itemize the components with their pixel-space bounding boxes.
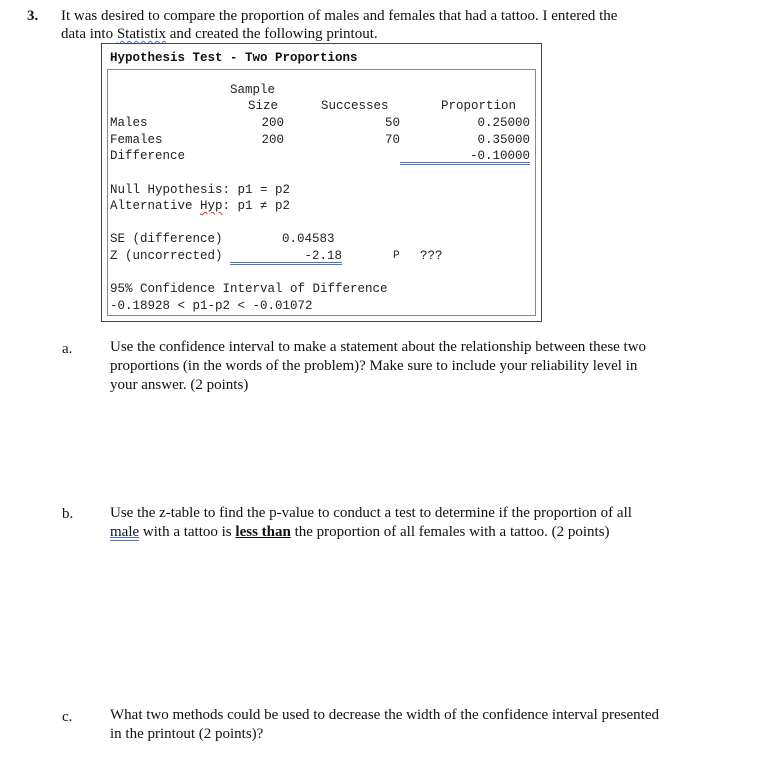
part-a-line-3: your answer. (2 points) (110, 377, 249, 393)
part-b-emphasis-less-than: less than (235, 524, 291, 540)
header-sample: Sample (230, 83, 276, 97)
part-b-emphasis-male: male (110, 524, 140, 540)
alt-hyp-word: Hyp (200, 199, 223, 213)
question-text-suffix: and created the following printout. (166, 26, 378, 42)
row-size-males: 200 (261, 116, 284, 130)
part-c-line-2: in the printout (2 points)? (110, 726, 264, 742)
z-label: Z (uncorrected) (110, 249, 223, 263)
part-c-line-1: What two methods could be used to decrease the width of the confidence interval presented (110, 707, 659, 723)
part-b-text-mid: with a tattoo is (139, 524, 236, 540)
part-b-text-end: the proportion of all females with a tattoo. (2 points) (290, 524, 610, 540)
statistix-printout (101, 43, 542, 322)
part-a-line-1: Use the confidence interval to make a statement about the relationship between these two (110, 339, 647, 355)
part-b-line-2 (110, 523, 610, 542)
ci-value: -0.18928 < p1-p2 < -0.01072 (110, 299, 313, 313)
row-size-females: 200 (261, 133, 284, 147)
software-name: Statistix (116, 26, 167, 42)
p-value: ??? (420, 249, 443, 263)
header-successes: Successes (321, 99, 389, 113)
se-label: SE (difference) (110, 232, 223, 246)
question-number: 3. (27, 8, 39, 24)
row-label-females: Females (110, 133, 163, 147)
question-text-line-2 (61, 25, 378, 44)
row-successes-males: 50 (384, 116, 400, 130)
ci-title: 95% Confidence Interval of Difference (110, 282, 388, 296)
p-label: P (393, 250, 400, 262)
alternative-hypothesis (110, 198, 290, 214)
row-proportion-difference: -0.10000 (469, 149, 530, 163)
part-c-letter: c. (62, 709, 73, 725)
part-b-letter: b. (62, 506, 74, 522)
row-successes-females: 70 (384, 133, 400, 147)
part-a-line-2: proportions (in the words of the problem)? Make sure to include your reliability level in (110, 358, 638, 374)
part-b-line-1: Use the z-table to find the p-value to conduct a test to determine if the proportion of all (110, 505, 632, 521)
printout-title: Hypothesis Test - Two Proportions (110, 51, 358, 65)
alt-hyp-prefix: Alternative (110, 199, 201, 213)
part-a-letter: a. (62, 341, 73, 357)
question-text-prefix: data into (61, 26, 117, 42)
question-text-line-1: It was desired to compare the proportion of males and females that had a tattoo. I entered the (61, 8, 618, 24)
row-proportion-males: 0.25000 (477, 116, 530, 130)
z-value: -2.18 (304, 249, 342, 263)
alt-hyp-suffix: : p1 ≠ p2 (222, 199, 291, 213)
row-label-males: Males (110, 116, 148, 130)
header-size: Size (248, 99, 279, 113)
null-hypothesis: Null Hypothesis: p1 = p2 (110, 183, 291, 197)
row-proportion-females: 0.35000 (477, 133, 530, 147)
se-value: 0.04583 (282, 232, 335, 246)
header-proportion: Proportion (441, 99, 517, 113)
row-label-difference: Difference (110, 149, 186, 163)
